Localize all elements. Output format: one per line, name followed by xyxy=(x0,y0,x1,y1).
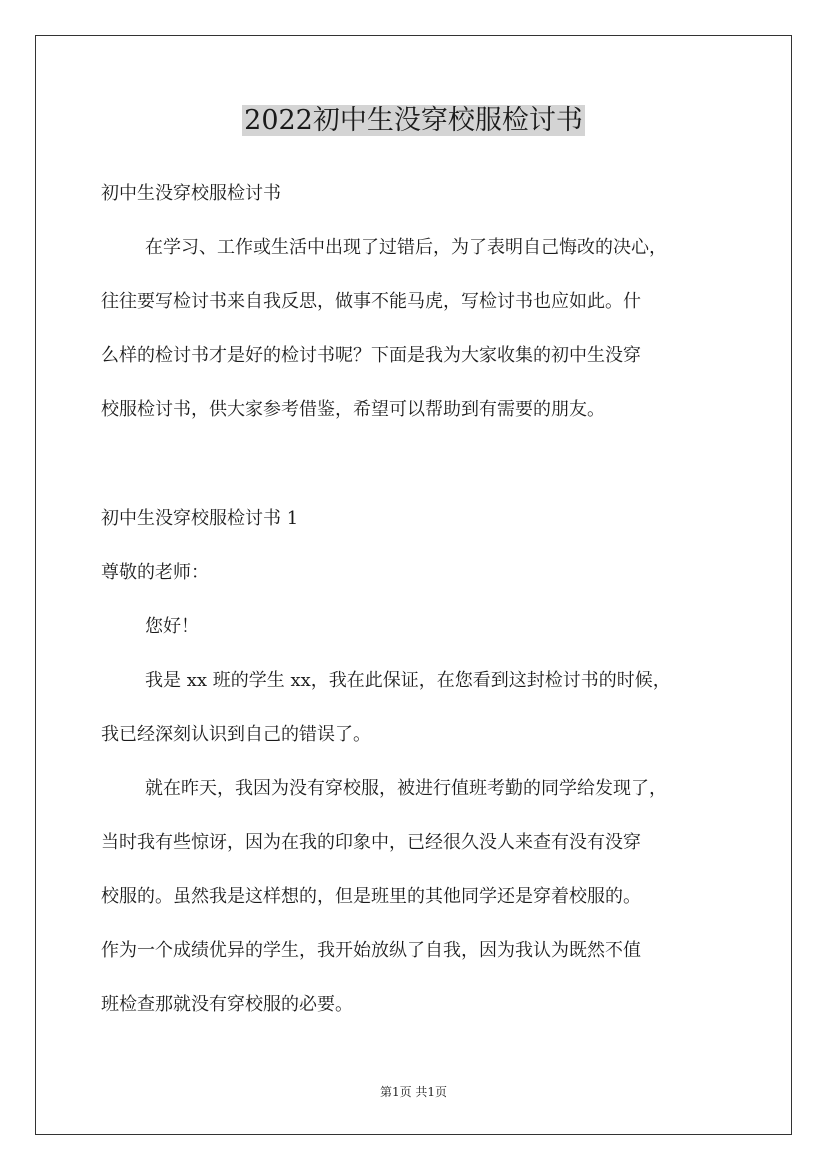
intro-paragraph-line: 么样的检讨书才是好的检讨书呢？下面是我为大家收集的初中生没穿 xyxy=(101,345,641,366)
intro-paragraph-line: 校服检讨书，供大家参考借鉴，希望可以帮助到有需要的朋友。 xyxy=(101,399,605,420)
body-paragraph-line: 就在昨天，我因为没有穿校服，被进行值班考勤的同学给发现了， xyxy=(145,778,667,799)
body-paragraph-line: 当时我有些惊讶，因为在我的印象中，已经很久没人来查有没有没穿 xyxy=(101,832,641,853)
salutation: 尊敬的老师： xyxy=(101,562,209,583)
page-footer: 第1页 共1页 xyxy=(379,1085,448,1099)
intro-paragraph-line: 在学习、工作或生活中出现了过错后，为了表明自己悔改的决心， xyxy=(145,237,667,258)
body-paragraph-line: 班检查那就没有穿校服的必要。 xyxy=(101,994,353,1015)
body-paragraph-line: 我是 xx 班的学生 xx，我在此保证，在您看到这封检讨书的时候， xyxy=(145,670,671,691)
document-title xyxy=(0,98,827,144)
greeting: 您好！ xyxy=(145,616,199,637)
intro-paragraph-line: 往往要写检讨书来自我反思，做事不能马虎，写检讨书也应如此。什 xyxy=(101,291,641,312)
intro-heading: 初中生没穿校服检讨书 xyxy=(101,183,281,204)
body-paragraph-line: 作为一个成绩优异的学生，我开始放纵了自我，因为我认为既然不值 xyxy=(101,940,641,961)
section-heading: 初中生没穿校服检讨书 1 xyxy=(101,508,299,529)
document-title-text: 2022初中生没穿校服检讨书 xyxy=(244,105,583,136)
body-paragraph-line: 我已经深刻认识到自己的错误了。 xyxy=(101,724,371,745)
body-paragraph-line: 校服的。虽然我是这样想的，但是班里的其他同学还是穿着校服的。 xyxy=(101,886,641,907)
